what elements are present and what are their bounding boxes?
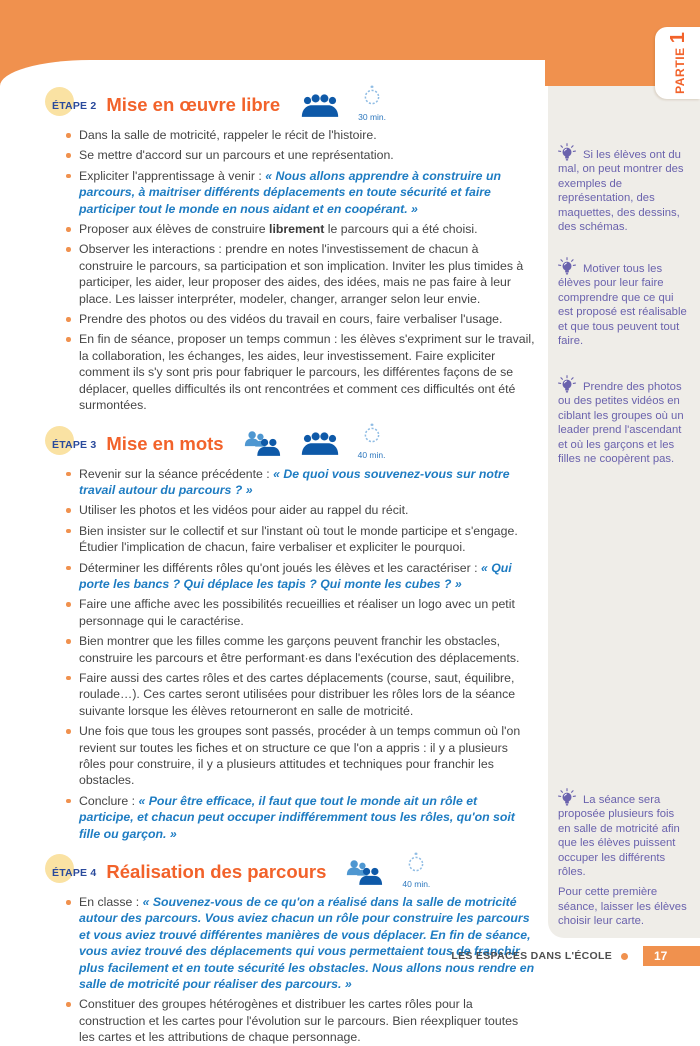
bullet-item bbox=[66, 523, 535, 556]
bullet-marker-icon bbox=[66, 729, 71, 734]
note-paragraph: Prendre des photos ou des petites vidéos en ciblant les groupes où un leader prend l'ascendant et où les garçons et les filles ne coopèrent pas. bbox=[558, 380, 689, 466]
note-paragraph: Motiver tous les élèves pour leur faire comprendre que ce qui est proposé est réalisable et que tous peuvent tout faire. bbox=[558, 262, 689, 348]
partie-tab-text bbox=[668, 32, 688, 94]
bullet-text-segment: « Pour être efficace, il faut que tout le monde ait un rôle et participe, et chacun peut occuper indifféremment tous les rôles, qu'on soit fille ou garçon. » bbox=[79, 794, 515, 841]
partie-tab bbox=[655, 27, 700, 99]
bullet-marker-icon bbox=[66, 639, 71, 644]
timer-icon bbox=[358, 423, 386, 460]
bullet-text-segment: Observer les interactions : prendre en notes l'investissement de chacun à construire le parcours, sa participation et son implication. Inviter les plus timides à participer, les aider, leur proposer des aides, des idées, mais ne pas faire à leur place. Les laisser interpréter, modeler, changer, arranger selon leur envie. bbox=[79, 242, 523, 305]
stopwatch-icon bbox=[406, 852, 426, 878]
timer-icon bbox=[402, 852, 430, 889]
bullet-marker-icon bbox=[66, 153, 71, 158]
bullet-text-segment: Conclure : bbox=[79, 794, 138, 808]
note-paragraph: La séance sera proposée plusieurs fois en salle de motricité afin que les élèves puissent occuper les différents rôles. bbox=[558, 793, 689, 879]
bullet-item bbox=[66, 996, 535, 1045]
bullet-item bbox=[66, 723, 535, 789]
timer-icon bbox=[358, 85, 386, 122]
bullet-text-segment: Dans la salle de motricité, rappeler le récit de l'histoire. bbox=[79, 128, 377, 142]
step-grouping-icons bbox=[242, 429, 342, 458]
bullet-marker-icon bbox=[66, 602, 71, 607]
step-title: Réalisation des parcours bbox=[106, 861, 326, 883]
bullet-marker-icon bbox=[66, 1002, 71, 1007]
bullet-marker-icon bbox=[66, 508, 71, 513]
margin-note bbox=[558, 148, 689, 240]
bullet-text-segment: Constituer des groupes hétérogènes et distribuer les cartes rôles pour la construction et les cartes pour l'évolution sur le parcours. Bien réexpliquer toutes les cartes et les attributions de chaque personnage. bbox=[79, 997, 518, 1044]
bullet-item bbox=[66, 331, 535, 413]
bullet-item bbox=[66, 633, 535, 666]
margin-note bbox=[558, 793, 689, 935]
partie-label: PARTIE bbox=[673, 47, 687, 94]
bullet-marker-icon bbox=[66, 337, 71, 342]
lightbulb-icon bbox=[556, 375, 578, 401]
bullet-item bbox=[66, 466, 535, 499]
bullet-item bbox=[66, 502, 535, 518]
step-badge bbox=[52, 435, 96, 453]
bullet-item bbox=[66, 560, 535, 593]
stopwatch-icon bbox=[362, 85, 382, 111]
bullet-text-segment: Utiliser les photos et les vidéos pour aider au rappel du récit. bbox=[79, 503, 408, 517]
bullet-marker-icon bbox=[66, 566, 71, 571]
lightbulb-icon bbox=[556, 257, 578, 283]
step-grouping-icons bbox=[344, 858, 386, 887]
bullet-text-segment: Expliciter l'apprentissage à venir : bbox=[79, 169, 265, 183]
step-header bbox=[52, 429, 535, 459]
bullet-item bbox=[66, 596, 535, 629]
step-section bbox=[52, 90, 535, 414]
bullet-item bbox=[66, 670, 535, 719]
step-grouping-icons bbox=[298, 92, 342, 119]
step-bullet-list bbox=[66, 127, 535, 414]
note-paragraph: Si les élèves ont du mal, on peut montrer des exemples de représentation, des maquettes, des dessins, des schémas. bbox=[558, 148, 689, 234]
margin-note bbox=[558, 380, 689, 472]
lightbulb-icon bbox=[556, 788, 578, 814]
margin-note bbox=[558, 262, 689, 354]
step-badge bbox=[52, 863, 96, 881]
step-badge-label: ÉTAPE 4 bbox=[52, 867, 96, 879]
bullet-text-segment: En fin de séance, proposer un temps commun : les élèves s'expriment sur le travail, la collaboration, les échanges, les aides, leur investissement. Faire expliciter comment ils s'y sont pris pour fabriquer le parcours, les différentes façons de se déplacer, quelles difficultés ils ont rencontrées et comment ces difficultés ont été surmontées. bbox=[79, 332, 535, 412]
step-title: Mise en œuvre libre bbox=[106, 94, 280, 116]
note-paragraph: Pour cette première séance, laisser les élèves choisir leur carte. bbox=[558, 885, 689, 928]
small-groups-icon bbox=[242, 429, 284, 458]
partie-number: 1 bbox=[668, 32, 688, 43]
bullet-text-segment: Se mettre d'accord sur un parcours et une représentation. bbox=[79, 148, 394, 162]
duration-label: 40 min. bbox=[402, 879, 430, 889]
bullet-marker-icon bbox=[66, 174, 71, 179]
step-bullet-list bbox=[66, 894, 535, 1046]
bullet-marker-icon bbox=[66, 900, 71, 905]
bullet-marker-icon bbox=[66, 247, 71, 252]
bullet-marker-icon bbox=[66, 676, 71, 681]
bullet-item bbox=[66, 221, 535, 237]
page-footer bbox=[451, 946, 700, 966]
bullet-item bbox=[66, 168, 535, 217]
bullet-item bbox=[66, 127, 535, 143]
bullet-text-segment: librement bbox=[269, 222, 324, 236]
step-header bbox=[52, 857, 535, 887]
bullet-item bbox=[66, 241, 535, 307]
bullet-marker-icon bbox=[66, 227, 71, 232]
bullet-text-segment: « Qui porte les bancs ? Qui déplace les tapis ? Qui monte les cubes ? » bbox=[79, 561, 512, 591]
lightbulb-icon bbox=[556, 143, 578, 169]
bullet-item bbox=[66, 147, 535, 163]
footer-chapter-title: LES ESPACES DANS L'ÉCOLE bbox=[451, 950, 612, 962]
bullet-text-segment: Une fois que tous les groupes sont passés, procéder à un temps commun où l'on revient sur toutes les fiches et on structure ce que l'on a appris : il y a plusieurs rôles pour construire, il y a plusieurs attitudes et techniques pour franchir les obstacles. bbox=[79, 724, 520, 787]
duration-label: 40 min. bbox=[358, 450, 386, 460]
bullet-text-segment: Bien insister sur le collectif et sur l'instant où tout le monde participe et s'engage. Étudier l'implication de chacun, faire verbaliser et expliciter le pourquoi. bbox=[79, 524, 518, 554]
bullet-text-segment: Prendre des photos ou des vidéos du travail en cours, faire verbaliser l'usage. bbox=[79, 312, 502, 326]
footer-dot-icon bbox=[621, 953, 628, 960]
bullet-text-segment: Proposer aux élèves de construire bbox=[79, 222, 269, 236]
bullet-marker-icon bbox=[66, 317, 71, 322]
whole-class-icon bbox=[298, 430, 342, 457]
bullet-item bbox=[66, 894, 535, 992]
step-header bbox=[52, 90, 535, 120]
bullet-text-segment: « De quoi vous souvenez-vous sur notre travail autour du parcours ? » bbox=[79, 467, 510, 497]
bullet-text-segment: Déterminer les différents rôles qu'ont joués les élèves et les caractériser : bbox=[79, 561, 481, 575]
bullet-item bbox=[66, 793, 535, 842]
step-title: Mise en mots bbox=[106, 433, 223, 455]
margin-notes-panel bbox=[548, 86, 700, 938]
bullet-text-segment: Faire aussi des cartes rôles et des cartes déplacements (course, saut, équilibre, roulade…). Ces cartes seront utilisées pour distribuer les rôles lors de la séance suivante lorsque les élèves retourneront en salle de motricité. bbox=[79, 671, 515, 718]
whole-class-icon bbox=[298, 92, 342, 119]
bullet-text-segment: « Souvenez-vous de ce qu'on a réalisé dans la salle de motricité autour des parcours. Vous aviez chacun un rôle pour construire les parcours et vous aviez trouvé différentes manières de vous déplacer. En fin de séance, vous aviez trouvé des déplacements qui vous permettaient tous de franchir plus facilement et en toute sécurité les obstacles. Nous allons nous rendre en salle de motricité pour réaliser des parcours. » bbox=[79, 895, 534, 991]
duration-label: 30 min. bbox=[358, 112, 386, 122]
bullet-text-segment: Bien montrer que les filles comme les garçons peuvent franchir les obstacles, construire les parcours et être performant·es dans l'exécution des déplacements. bbox=[79, 634, 519, 664]
stopwatch-icon bbox=[362, 423, 382, 449]
bullet-text-segment: « Nous allons apprendre à construire un parcours, à maitriser différents déplacements en toute sécurité et faire participer tout le monde en nous aidant et en coopérant. » bbox=[79, 169, 501, 216]
steps-container bbox=[0, 60, 545, 1046]
step-badge bbox=[52, 96, 96, 114]
bullet-text-segment: Faire une affiche avec les possibilités recueillies et réaliser un logo avec un petit personnage qui le caractérise. bbox=[79, 597, 515, 627]
bullet-text-segment: le parcours qui a été choisi. bbox=[324, 222, 477, 236]
bullet-marker-icon bbox=[66, 133, 71, 138]
bullet-item bbox=[66, 311, 535, 327]
bullet-marker-icon bbox=[66, 799, 71, 804]
step-badge-label: ÉTAPE 3 bbox=[52, 439, 96, 451]
bullet-text-segment: Revenir sur la séance précédente : bbox=[79, 467, 273, 481]
bullet-text-segment: En classe : bbox=[79, 895, 143, 909]
bullet-marker-icon bbox=[66, 472, 71, 477]
small-groups-icon bbox=[344, 858, 386, 887]
page-number: 17 bbox=[643, 946, 700, 966]
content-layer bbox=[0, 60, 545, 990]
bullet-marker-icon bbox=[66, 529, 71, 534]
step-badge-label: ÉTAPE 2 bbox=[52, 100, 96, 112]
step-section bbox=[52, 429, 535, 843]
step-bullet-list bbox=[66, 466, 535, 843]
